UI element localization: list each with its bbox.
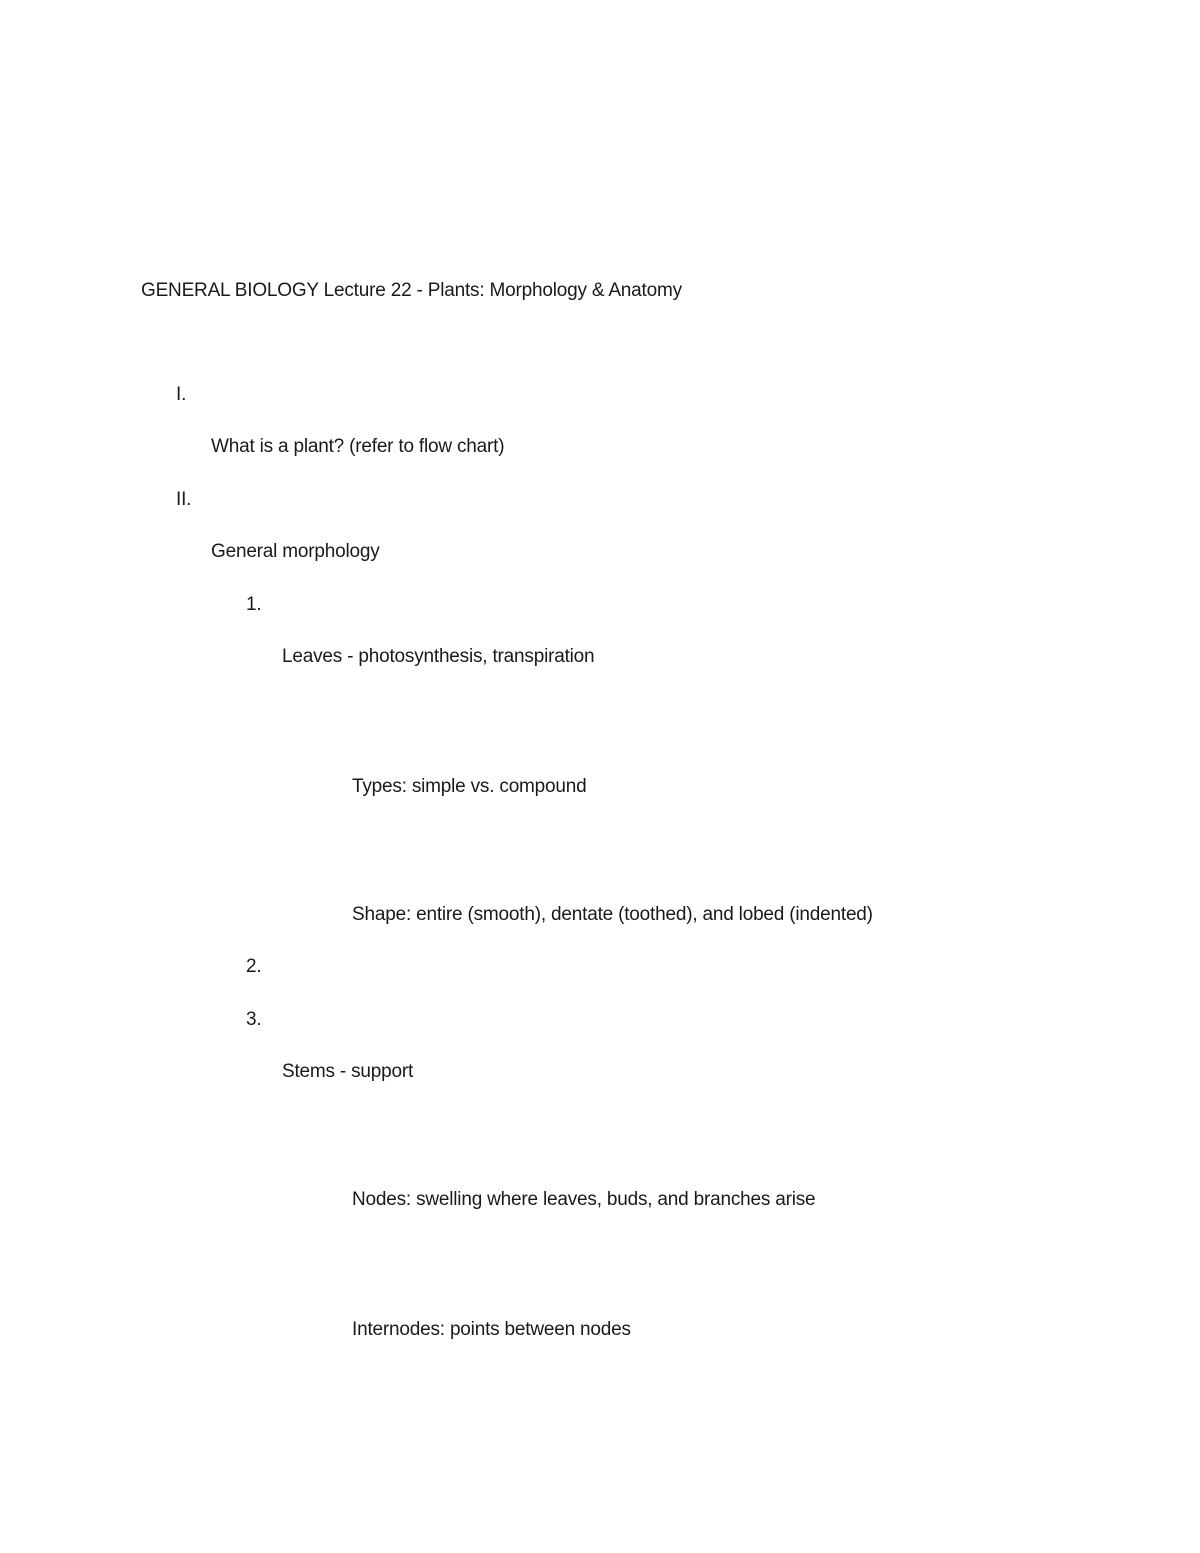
item-text: Leaves - photosynthesis, transpiration [282, 646, 595, 667]
item-detail: Types: simple vs. compound [352, 776, 587, 797]
item-marker: 2. [246, 956, 262, 977]
item-marker: 1. [246, 594, 262, 615]
section-marker: I. [176, 384, 187, 405]
item-text: Stems - support [282, 1061, 414, 1082]
item-detail: Nodes: swelling where leaves, buds, and branches arise [352, 1189, 816, 1210]
item-detail: Internodes: points between nodes [352, 1319, 631, 1340]
item-marker: 3. [246, 1009, 262, 1030]
section-text: What is a plant? (refer to flow chart) [211, 436, 505, 457]
section-marker: II. [176, 489, 192, 510]
section-text: General morphology [211, 541, 380, 562]
document-title: GENERAL BIOLOGY Lecture 22 - Plants: Morphology & Anatomy [141, 280, 682, 301]
item-detail: Shape: entire (smooth), dentate (toothed), and lobed (indented) [352, 904, 873, 925]
